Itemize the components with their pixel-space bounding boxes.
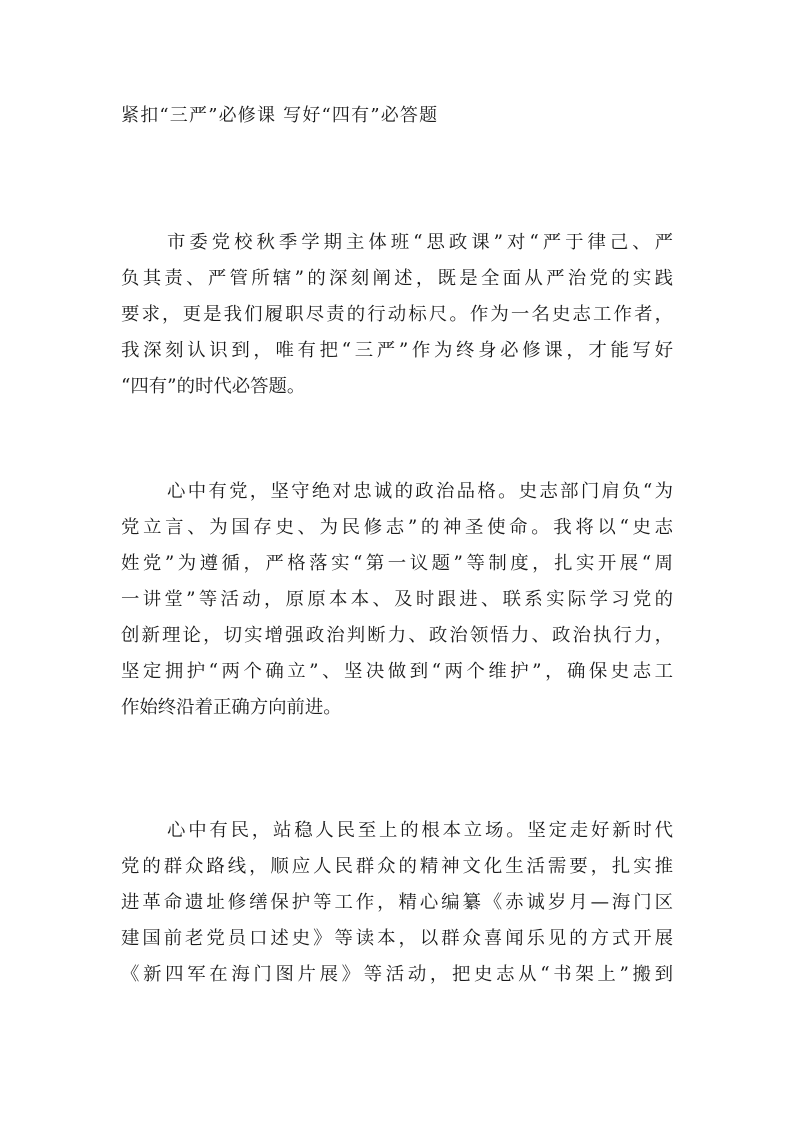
paragraph-line: 党立言、为国存史、为民修志”的神圣使命。我将以“史志 <box>121 517 673 538</box>
paragraph-line: 姓党”为遵循，严格落实“第一议题”等制度，扎实开展“周 <box>121 553 673 574</box>
paragraph-line: 坚定拥护“两个确立”、坚决做到“两个维护”，确保史志工 <box>121 661 673 682</box>
paragraph-line: 《新四军在海门图片展》等活动，把史志从“书架上”搬到 <box>121 964 673 985</box>
paragraph-line: 心中有党，坚守绝对忠诚的政治品格。史志部门肩负“为 <box>167 481 673 502</box>
paragraph-intro <box>121 225 673 405</box>
paragraph-people <box>121 813 673 993</box>
paragraph-line: 心中有民，站稳人民至上的根本立场。坚定走好新时代 <box>167 820 673 841</box>
paragraph-line: 负其责、严管所辖”的深刻阐述，既是全面从严治党的实践 <box>121 268 673 289</box>
paragraph-line: “四有”的时代必答题。 <box>121 376 306 397</box>
paragraph-line: 建国前老党员口述史》等读本，以群众喜闻乐见的方式开展 <box>121 928 673 949</box>
paragraph-line: 进革命遗址修缮保护等工作，精心编纂《赤诚岁月—海门区 <box>121 892 673 913</box>
paragraph-line: 创新理论，切实增强政治判断力、政治领悟力、政治执行力， <box>121 625 673 646</box>
paragraph-line: 要求，更是我们履职尽责的行动标尺。作为一名史志工作者， <box>121 304 673 325</box>
paragraph-line: 作始终沿着正确方向前进。 <box>121 697 342 718</box>
paragraph-line: 市委党校秋季学期主体班“思政课”对“严于律己、严 <box>167 232 673 253</box>
paragraph-line: 党的群众路线，顺应人民群众的精神文化生活需要，扎实推 <box>121 856 673 877</box>
paragraph-line: 一讲堂”等活动，原原本本、及时跟进、联系实际学习党的 <box>121 589 673 610</box>
paragraph-line: 我深刻认识到，唯有把“三严”作为终身必修课，才能写好 <box>121 340 673 361</box>
paragraph-party <box>121 474 673 726</box>
document-title: 紧扣“三严”必修课 写好“四有”必答题 <box>121 105 439 126</box>
